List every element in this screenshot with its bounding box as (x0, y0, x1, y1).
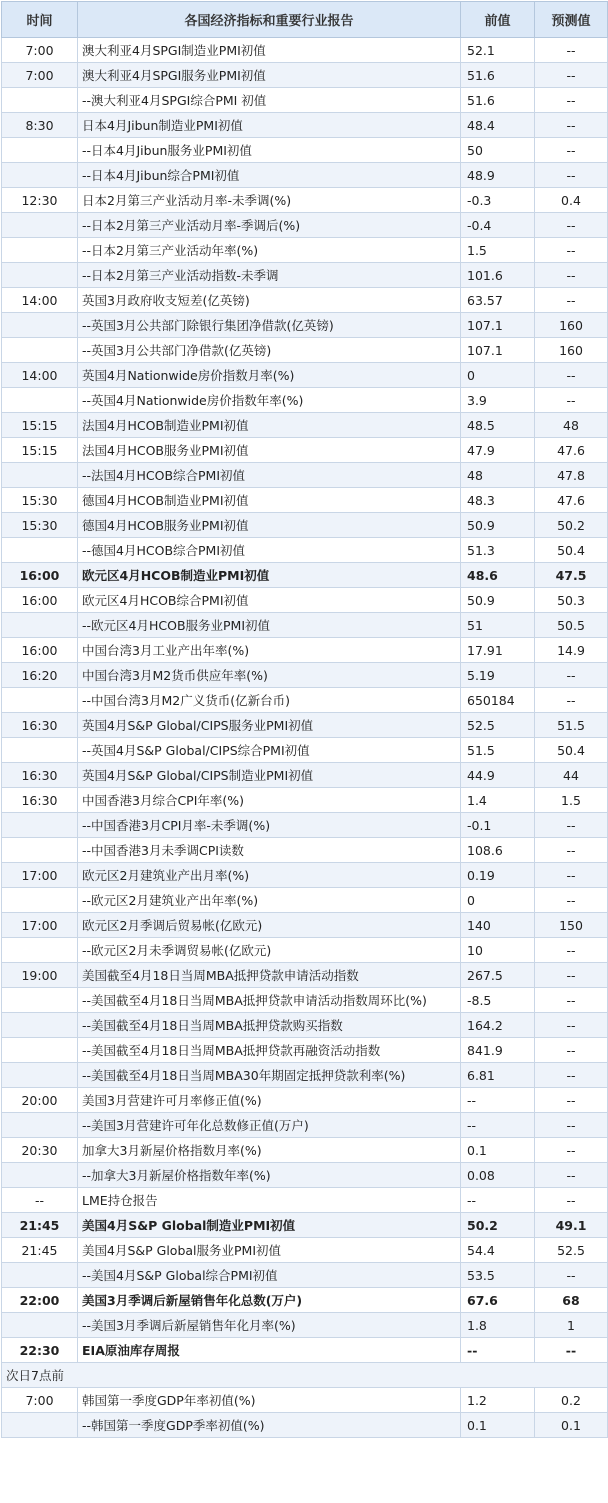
row-indicator-name: 美国3月季调后新屋销售年化总数(万户) (78, 1288, 461, 1313)
row-previous-value: 52.5 (461, 713, 535, 738)
row-forecast-value: 50.4 (535, 738, 608, 763)
row-time (2, 138, 78, 163)
table-row (2, 1113, 608, 1138)
table-row (2, 1138, 608, 1163)
table-row (2, 1188, 608, 1213)
row-indicator-name: --日本2月第三产业活动年率(%) (78, 238, 461, 263)
row-forecast-value: -- (535, 1188, 608, 1213)
row-previous-value: 108.6 (461, 838, 535, 863)
row-forecast-value: -- (535, 213, 608, 238)
row-forecast-value: -- (535, 288, 608, 313)
row-forecast-value: -- (535, 138, 608, 163)
table-row (2, 1013, 608, 1038)
row-previous-value: 48.4 (461, 113, 535, 138)
row-forecast-value: 50.2 (535, 513, 608, 538)
row-forecast-value: 50.5 (535, 613, 608, 638)
row-indicator-name: --英国3月公共部门净借款(亿英镑) (78, 338, 461, 363)
row-time: 14:00 (2, 363, 78, 388)
row-time (2, 238, 78, 263)
row-indicator-name: 德国4月HCOB服务业PMI初值 (78, 513, 461, 538)
row-previous-value: 44.9 (461, 763, 535, 788)
row-forecast-value: -- (535, 988, 608, 1013)
row-indicator-name: 英国4月S&P Global/CIPS服务业PMI初值 (78, 713, 461, 738)
table-row (2, 38, 608, 63)
row-forecast-value: 14.9 (535, 638, 608, 663)
row-previous-value: 0.1 (461, 1413, 535, 1438)
row-time (2, 613, 78, 638)
row-forecast-value: 0.2 (535, 1388, 608, 1413)
row-indicator-name: 英国4月Nationwide房价指数月率(%) (78, 363, 461, 388)
table-row (2, 1313, 608, 1338)
row-forecast-value: -- (535, 1063, 608, 1088)
row-indicator-name: EIA原油库存周报 (78, 1338, 461, 1363)
table-row (2, 688, 608, 713)
row-previous-value: 0 (461, 363, 535, 388)
row-previous-value: 48.5 (461, 413, 535, 438)
row-indicator-name: --法国4月HCOB综合PMI初值 (78, 463, 461, 488)
row-time: 19:00 (2, 963, 78, 988)
row-time: 17:00 (2, 863, 78, 888)
row-time (2, 313, 78, 338)
row-indicator-name: 美国4月S&P Global制造业PMI初值 (78, 1213, 461, 1238)
row-time (2, 1413, 78, 1438)
row-time (2, 1313, 78, 1338)
row-indicator-name: 美国4月S&P Global服务业PMI初值 (78, 1238, 461, 1263)
row-indicator-name: 德国4月HCOB制造业PMI初值 (78, 488, 461, 513)
row-indicator-name: --美国截至4月18日当周MBA抵押贷款申请活动指数周环比(%) (78, 988, 461, 1013)
row-forecast-value: -- (535, 238, 608, 263)
table-row (2, 1038, 608, 1063)
row-previous-value: -0.1 (461, 813, 535, 838)
row-previous-value: 107.1 (461, 313, 535, 338)
table-row (2, 788, 608, 813)
row-forecast-value: -- (535, 1088, 608, 1113)
row-indicator-name: --美国3月营建许可年化总数修正值(万户) (78, 1113, 461, 1138)
table-row (2, 263, 608, 288)
row-forecast-value: -- (535, 1138, 608, 1163)
table-row (2, 188, 608, 213)
row-forecast-value: 49.1 (535, 1213, 608, 1238)
row-previous-value: 51.5 (461, 738, 535, 763)
row-time: 16:00 (2, 588, 78, 613)
table-row (2, 513, 608, 538)
table-row (2, 388, 608, 413)
row-forecast-value: -- (535, 1038, 608, 1063)
table-row (2, 313, 608, 338)
row-indicator-name: --日本4月Jibun综合PMI初值 (78, 163, 461, 188)
table-row (2, 663, 608, 688)
row-previous-value: 1.4 (461, 788, 535, 813)
row-indicator-name: 韩国第一季度GDP年率初值(%) (78, 1388, 461, 1413)
row-indicator-name: 欧元区4月HCOB综合PMI初值 (78, 588, 461, 613)
row-forecast-value: -- (535, 863, 608, 888)
row-time (2, 1013, 78, 1038)
row-previous-value: 1.8 (461, 1313, 535, 1338)
row-indicator-name: --韩国第一季度GDP季率初值(%) (78, 1413, 461, 1438)
row-previous-value: -- (461, 1188, 535, 1213)
row-indicator-name: --德国4月HCOB综合PMI初值 (78, 538, 461, 563)
row-time: 22:00 (2, 1288, 78, 1313)
row-forecast-value: -- (535, 1013, 608, 1038)
row-forecast-value: 150 (535, 913, 608, 938)
row-previous-value: 650184 (461, 688, 535, 713)
row-previous-value: -0.4 (461, 213, 535, 238)
table-row (2, 1288, 608, 1313)
section-row (2, 1363, 608, 1388)
row-indicator-name: 澳大利亚4月SPGI服务业PMI初值 (78, 63, 461, 88)
row-previous-value: 54.4 (461, 1238, 535, 1263)
row-forecast-value: -- (535, 38, 608, 63)
row-time: 16:20 (2, 663, 78, 688)
row-previous-value: 51.6 (461, 63, 535, 88)
row-previous-value: 841.9 (461, 1038, 535, 1063)
row-forecast-value: 1 (535, 1313, 608, 1338)
row-time: 12:30 (2, 188, 78, 213)
row-time: 20:00 (2, 1088, 78, 1113)
row-indicator-name: --中国香港3月CPI月率-未季调(%) (78, 813, 461, 838)
row-previous-value: 164.2 (461, 1013, 535, 1038)
row-previous-value: 53.5 (461, 1263, 535, 1288)
indicator-column-header: 各国经济指标和重要行业报告 (78, 2, 461, 38)
row-forecast-value: 52.5 (535, 1238, 608, 1263)
row-previous-value: 52.1 (461, 38, 535, 63)
row-previous-value: 267.5 (461, 963, 535, 988)
table-row (2, 1388, 608, 1413)
row-previous-value: 48 (461, 463, 535, 488)
row-previous-value: -- (461, 1113, 535, 1138)
row-time (2, 838, 78, 863)
row-forecast-value: -- (535, 838, 608, 863)
row-time (2, 938, 78, 963)
table-row (2, 488, 608, 513)
row-time: 16:00 (2, 638, 78, 663)
row-indicator-name: --欧元区2月未季调贸易帐(亿欧元) (78, 938, 461, 963)
row-time: 14:00 (2, 288, 78, 313)
table-row (2, 1213, 608, 1238)
table-row (2, 338, 608, 363)
row-time: -- (2, 1188, 78, 1213)
row-indicator-name: --中国香港3月未季调CPI读数 (78, 838, 461, 863)
row-time: 15:30 (2, 513, 78, 538)
row-previous-value: 1.5 (461, 238, 535, 263)
row-previous-value: -8.5 (461, 988, 535, 1013)
table-row (2, 988, 608, 1013)
row-time (2, 1038, 78, 1063)
row-forecast-value: -- (535, 1113, 608, 1138)
row-time (2, 1113, 78, 1138)
row-forecast-value: -- (535, 388, 608, 413)
row-time (2, 538, 78, 563)
row-forecast-value: -- (535, 663, 608, 688)
row-indicator-name: --欧元区4月HCOB服务业PMI初值 (78, 613, 461, 638)
row-previous-value: -- (461, 1338, 535, 1363)
row-time (2, 263, 78, 288)
row-forecast-value: 68 (535, 1288, 608, 1313)
table-row (2, 1163, 608, 1188)
row-time: 15:30 (2, 488, 78, 513)
row-time (2, 163, 78, 188)
previous-column-header: 前值 (461, 2, 535, 38)
row-forecast-value: 47.8 (535, 463, 608, 488)
row-forecast-value: -- (535, 813, 608, 838)
table-row (2, 538, 608, 563)
row-previous-value: 0.08 (461, 1163, 535, 1188)
economic-calendar-table (1, 1, 608, 1438)
row-time (2, 388, 78, 413)
row-indicator-name: --澳大利亚4月SPGI综合PMI 初值 (78, 88, 461, 113)
row-forecast-value: -- (535, 1163, 608, 1188)
row-previous-value: 3.9 (461, 388, 535, 413)
row-previous-value: 17.91 (461, 638, 535, 663)
row-time: 7:00 (2, 63, 78, 88)
row-time: 16:30 (2, 713, 78, 738)
row-forecast-value: 47.6 (535, 438, 608, 463)
row-previous-value: 0 (461, 888, 535, 913)
row-time (2, 738, 78, 763)
table-row (2, 213, 608, 238)
row-indicator-name: 美国截至4月18日当周MBA抵押贷款申请活动指数 (78, 963, 461, 988)
table-row (2, 763, 608, 788)
row-previous-value: 140 (461, 913, 535, 938)
table-body (2, 38, 608, 1438)
row-previous-value: 101.6 (461, 263, 535, 288)
table-row (2, 463, 608, 488)
row-indicator-name: 欧元区2月季调后贸易帐(亿欧元) (78, 913, 461, 938)
table-row (2, 138, 608, 163)
table-row (2, 238, 608, 263)
row-indicator-name: 加拿大3月新屋价格指数月率(%) (78, 1138, 461, 1163)
row-time: 7:00 (2, 1388, 78, 1413)
row-time (2, 463, 78, 488)
row-previous-value: 50.9 (461, 513, 535, 538)
row-time: 7:00 (2, 38, 78, 63)
row-previous-value: 51.3 (461, 538, 535, 563)
table-row (2, 288, 608, 313)
row-time (2, 213, 78, 238)
table-row (2, 438, 608, 463)
row-forecast-value: 44 (535, 763, 608, 788)
row-forecast-value: -- (535, 963, 608, 988)
row-previous-value: 48.6 (461, 563, 535, 588)
row-forecast-value: 160 (535, 313, 608, 338)
row-indicator-name: --日本2月第三产业活动指数-未季调 (78, 263, 461, 288)
row-indicator-name: --日本2月第三产业活动月率-季调后(%) (78, 213, 461, 238)
table-row (2, 1238, 608, 1263)
row-forecast-value: 0.1 (535, 1413, 608, 1438)
row-indicator-name: --日本4月Jibun服务业PMI初值 (78, 138, 461, 163)
row-previous-value: 67.6 (461, 1288, 535, 1313)
row-indicator-name: --英国4月S&P Global/CIPS综合PMI初值 (78, 738, 461, 763)
row-forecast-value: 50.4 (535, 538, 608, 563)
row-forecast-value: -- (535, 63, 608, 88)
table-header-row (2, 2, 608, 38)
row-indicator-name: --美国截至4月18日当周MBA30年期固定抵押贷款利率(%) (78, 1063, 461, 1088)
table-row (2, 813, 608, 838)
row-forecast-value: -- (535, 88, 608, 113)
table-row (2, 613, 608, 638)
row-previous-value: 5.19 (461, 663, 535, 688)
row-indicator-name: 法国4月HCOB制造业PMI初值 (78, 413, 461, 438)
table-row (2, 863, 608, 888)
row-forecast-value: -- (535, 688, 608, 713)
row-forecast-value: 47.5 (535, 563, 608, 588)
row-time (2, 1163, 78, 1188)
row-forecast-value: 51.5 (535, 713, 608, 738)
table-row (2, 838, 608, 863)
row-time: 15:15 (2, 438, 78, 463)
row-previous-value: -0.3 (461, 188, 535, 213)
row-forecast-value: -- (535, 938, 608, 963)
row-indicator-name: --欧元区2月建筑业产出年率(%) (78, 888, 461, 913)
row-forecast-value: 1.5 (535, 788, 608, 813)
row-time: 17:00 (2, 913, 78, 938)
row-time: 15:15 (2, 413, 78, 438)
row-previous-value: 50.2 (461, 1213, 535, 1238)
table-row (2, 363, 608, 388)
row-indicator-name: 欧元区2月建筑业产出月率(%) (78, 863, 461, 888)
table-row (2, 113, 608, 138)
row-time: 21:45 (2, 1238, 78, 1263)
table-row (2, 888, 608, 913)
table-row (2, 163, 608, 188)
row-forecast-value: -- (535, 1263, 608, 1288)
row-previous-value: 0.19 (461, 863, 535, 888)
row-forecast-value: -- (535, 263, 608, 288)
row-time (2, 688, 78, 713)
table-row (2, 713, 608, 738)
row-indicator-name: --加拿大3月新屋价格指数年率(%) (78, 1163, 461, 1188)
row-previous-value: 6.81 (461, 1063, 535, 1088)
row-time (2, 813, 78, 838)
row-indicator-name: 中国台湾3月M2货币供应年率(%) (78, 663, 461, 688)
table-row (2, 1263, 608, 1288)
table-row (2, 88, 608, 113)
row-indicator-name: 澳大利亚4月SPGI制造业PMI初值 (78, 38, 461, 63)
row-forecast-value: -- (535, 163, 608, 188)
row-time: 22:30 (2, 1338, 78, 1363)
row-time (2, 338, 78, 363)
row-indicator-name: 日本2月第三产业活动月率-未季调(%) (78, 188, 461, 213)
row-previous-value: 48.9 (461, 163, 535, 188)
row-indicator-name: 日本4月Jibun制造业PMI初值 (78, 113, 461, 138)
row-forecast-value: 47.6 (535, 488, 608, 513)
row-indicator-name: --英国4月Nationwide房价指数年率(%) (78, 388, 461, 413)
table-row (2, 1063, 608, 1088)
row-indicator-name: --美国3月季调后新屋销售年化月率(%) (78, 1313, 461, 1338)
row-time: 16:30 (2, 763, 78, 788)
row-indicator-name: 英国3月政府收支短差(亿英镑) (78, 288, 461, 313)
row-indicator-name: --英国3月公共部门除银行集团净借款(亿英镑) (78, 313, 461, 338)
table-row (2, 963, 608, 988)
row-time (2, 888, 78, 913)
row-indicator-name: 英国4月S&P Global/CIPS制造业PMI初值 (78, 763, 461, 788)
section-label: 次日7点前 (2, 1363, 608, 1388)
forecast-column-header: 预测值 (535, 2, 608, 38)
row-time (2, 88, 78, 113)
row-time: 20:30 (2, 1138, 78, 1163)
table-row (2, 638, 608, 663)
table-row (2, 1088, 608, 1113)
row-indicator-name: --美国4月S&P Global综合PMI初值 (78, 1263, 461, 1288)
table-row (2, 588, 608, 613)
row-previous-value: 50 (461, 138, 535, 163)
row-indicator-name: --中国台湾3月M2广义货币(亿新台币) (78, 688, 461, 713)
row-indicator-name: 中国香港3月综合CPI年率(%) (78, 788, 461, 813)
table-row (2, 738, 608, 763)
table-row (2, 63, 608, 88)
row-forecast-value: 50.3 (535, 588, 608, 613)
row-time (2, 988, 78, 1013)
row-previous-value: 10 (461, 938, 535, 963)
table-row (2, 413, 608, 438)
row-previous-value: 48.3 (461, 488, 535, 513)
row-previous-value: 51.6 (461, 88, 535, 113)
row-time: 8:30 (2, 113, 78, 138)
row-indicator-name: LME持仓报告 (78, 1188, 461, 1213)
row-previous-value: 47.9 (461, 438, 535, 463)
row-forecast-value: -- (535, 363, 608, 388)
row-forecast-value: 0.4 (535, 188, 608, 213)
table-row (2, 1413, 608, 1438)
row-previous-value: 50.9 (461, 588, 535, 613)
row-time: 16:30 (2, 788, 78, 813)
row-previous-value: 51 (461, 613, 535, 638)
row-indicator-name: 欧元区4月HCOB制造业PMI初值 (78, 563, 461, 588)
row-forecast-value: -- (535, 1338, 608, 1363)
row-time (2, 1063, 78, 1088)
table-row (2, 1338, 608, 1363)
time-column-header: 时间 (2, 2, 78, 38)
row-time (2, 1263, 78, 1288)
row-previous-value: 1.2 (461, 1388, 535, 1413)
row-time: 16:00 (2, 563, 78, 588)
row-forecast-value: -- (535, 113, 608, 138)
row-indicator-name: 美国3月营建许可月率修正值(%) (78, 1088, 461, 1113)
table-row (2, 938, 608, 963)
table-row (2, 563, 608, 588)
row-indicator-name: --美国截至4月18日当周MBA抵押贷款再融资活动指数 (78, 1038, 461, 1063)
row-previous-value: -- (461, 1088, 535, 1113)
row-previous-value: 107.1 (461, 338, 535, 363)
row-forecast-value: 160 (535, 338, 608, 363)
row-forecast-value: -- (535, 888, 608, 913)
row-forecast-value: 48 (535, 413, 608, 438)
row-time: 21:45 (2, 1213, 78, 1238)
row-indicator-name: --美国截至4月18日当周MBA抵押贷款购买指数 (78, 1013, 461, 1038)
table-row (2, 913, 608, 938)
row-indicator-name: 法国4月HCOB服务业PMI初值 (78, 438, 461, 463)
row-indicator-name: 中国台湾3月工业产出年率(%) (78, 638, 461, 663)
row-previous-value: 63.57 (461, 288, 535, 313)
row-previous-value: 0.1 (461, 1138, 535, 1163)
